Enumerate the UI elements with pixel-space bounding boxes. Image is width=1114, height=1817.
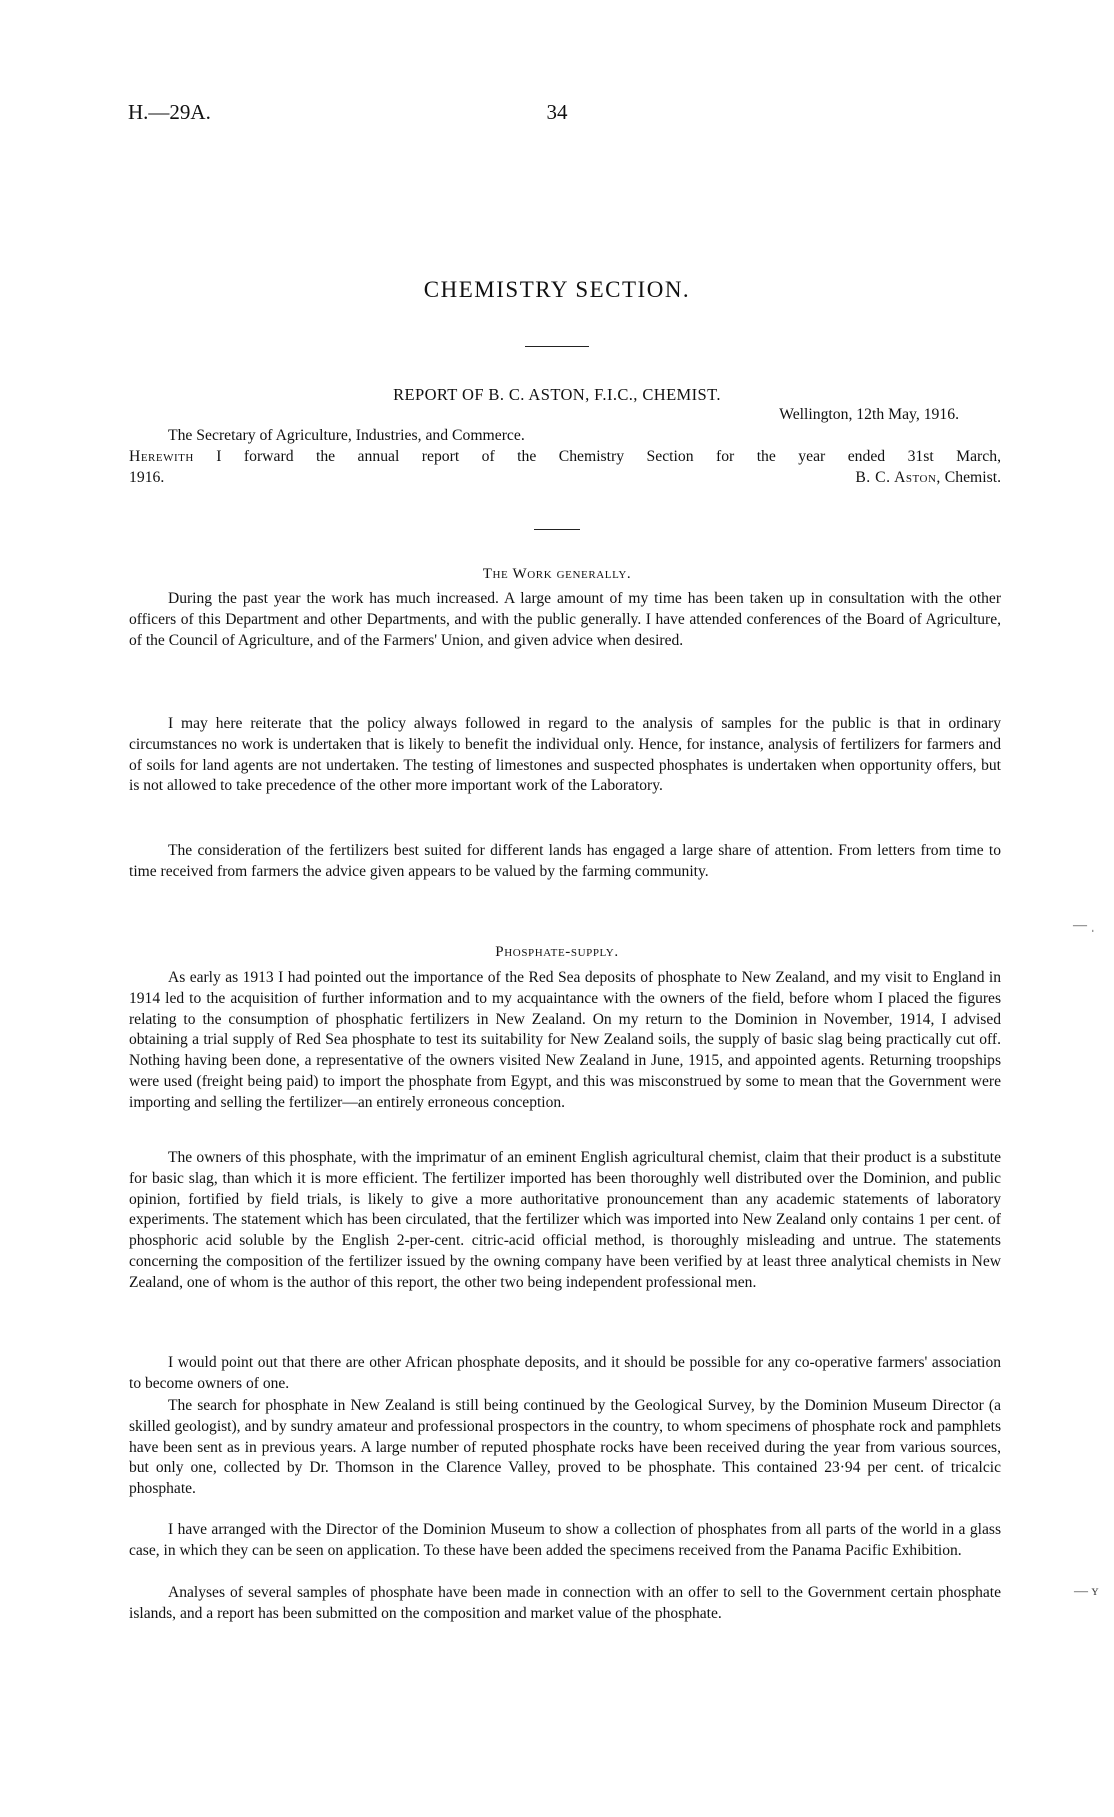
page-number: 34 [546, 100, 568, 124]
report-heading: REPORT OF B. C. ASTON, F.I.C., CHEMIST. [393, 385, 721, 404]
margin-mark-2: — ʏ [1074, 1584, 1099, 1599]
page-reference: H.—29A. [128, 100, 211, 124]
work-paragraph-1: During the past year the work has much increased. A large amount of my time has been taken up in consultation with the other officers of this Department and other Departments, and with the public generally. I have attended conferences of the Board of Agriculture, of the Council of Agriculture, and of the Farmers' Union, and given advice when desired. [129, 590, 1001, 649]
title-rule [525, 346, 589, 347]
phosphate-paragraph-5: I have arranged with the Director of the Dominion Museum to show a collection of phosphates from all parts of the world in a glass case, in which they can be seen on application. To these have been added the specimens received from the Panama Pacific Exhibition. [129, 1521, 1001, 1559]
phosphate-paragraph-1: As early as 1913 I had pointed out the importance of the Red Sea deposits of phosphate to New Zealand, and my visit to England in 1914 led to the acquisition of further information and to my acquaintance with the owners of the field, before whom I placed the figures relating to the consumption of phosphatic fertilizers in New Zealand. On my return to the Dominion in November, 1914, I advised obtaining a trial supply of Red Sea phosphate to test its suitability for New Zealand soils, the supply of basic slag being practically cut off. Nothing having been done, a representative of the owners visited New Zealand in June, 1915, and appointed agents. Returning troopships were used (freight being paid) to import the phosphate from Egypt, and this was misconstrued by some to mean that the Government were importing and selling the fertilizer—an entirely erroneous conception. [129, 969, 1001, 1111]
cover-letter-line-2: 1916. [129, 469, 165, 486]
phosphate-paragraph-3: I would point out that there are other African phosphate deposits, and it should be possible for any co-operative farmers' association to become owners of one. [129, 1354, 1001, 1392]
signature-name: B. C. Aston, [855, 469, 941, 486]
work-paragraph-2: I may here reiterate that the policy always followed in regard to the analysis of samples for the public is that in ordinary circumstances no work is undertaken that is likely to benefit the individual only. Hence, for instance, analysis of fertilizers for farmers and of soils for land agents are not undertaken. The testing of limestones and suspected phosphates is undertaken when opportunity offers, but is not allowed to take precedence of the other more important work of the Laboratory. [129, 715, 1001, 795]
place-date: Wellington, 12th May, 1916. [779, 406, 959, 423]
work-paragraph-3: The consideration of the fertilizers best suited for different lands has engaged a large share of attention. From letters from time to time received from farmers the advice given appears to be valued by the farming community. [129, 842, 1001, 880]
addressee: The Secretary of Agriculture, Industries, and Commerce. [168, 427, 525, 444]
report-rule [534, 529, 580, 530]
phosphate-paragraph-4: The search for phosphate in New Zealand is still being continued by the Geological Survey, by the Dominion Museum Director (a skilled geologist), and by sundry amateur and professional prospectors in the country, to whom specimens of phosphate rock and pamphlets have been sent as in previous years. A large number of reputed phosphate rocks have been received during the year from various sources, but only one, collected by Dr. Thomson in the Clarence Valley, proved to be phosphate. This contained 23·94 per cent. of tricalcic phosphate. [129, 1397, 1001, 1498]
opening-word: Herewith [129, 448, 194, 465]
margin-mark-1: — ˌ [1073, 918, 1096, 933]
cover-letter-line-1 [129, 447, 1001, 468]
work-generally-heading: The Work generally. [482, 566, 632, 582]
phosphate-paragraph-2: The owners of this phosphate, with the imprimatur of an eminent English agricultural chemist, claim that their product is a substitute for basic slag, than which it is more efficient. The fertilizer imported has been thoroughly well distributed over the Dominion, and public opinion, fortified by field trials, is likely to give a more authoritative pronouncement than any academic statements of laboratory experiments. The statement which has been circulated, that the fertilizer which was imported into New Zealand only contains 1 per cent. of phosphoric acid soluble by the English 2-per-cent. citric-acid official method, is thoroughly misleading and untrue. The statements concerning the composition of the fertilizer issued by the owning company have been verified by at least three analytical chemists in New Zealand, one of whom is the author of this report, the other two being independent professional men. [129, 1149, 1001, 1291]
signature-title: Chemist. [944, 469, 1001, 486]
section-title: CHEMISTRY SECTION. [423, 277, 691, 302]
phosphate-paragraph-6: Analyses of several samples of phosphate have been made in connection with an offer to sell to the Government certain phosphate islands, and a report has been submitted on the composition and market value of the phosphate. [129, 1584, 1001, 1622]
cover-letter-text: I forward the annual report of the Chemistry Section for the year ended 31st March, [216, 448, 1001, 465]
phosphate-supply-heading: Phosphate-supply. [495, 944, 619, 960]
signature [855, 468, 1001, 489]
